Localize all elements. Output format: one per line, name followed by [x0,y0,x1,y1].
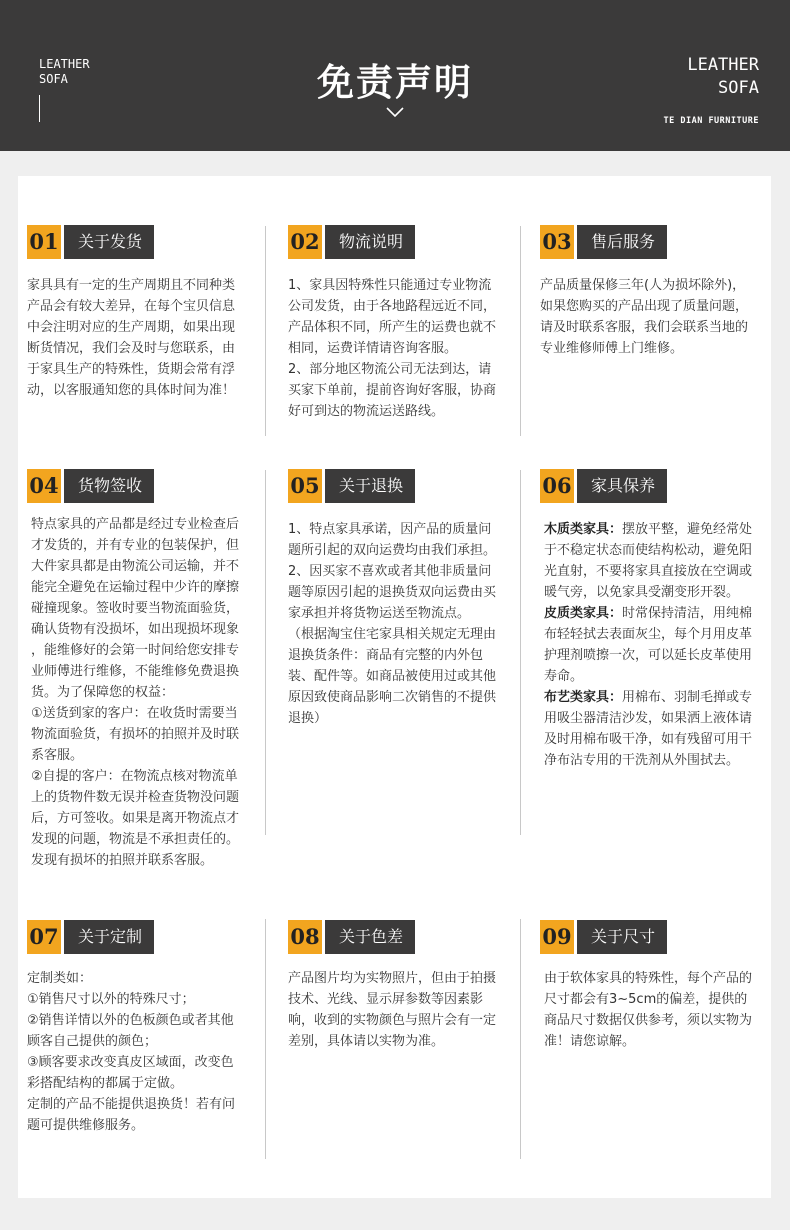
text-line: 中会注明对应的生产周期，如果出现 [27,320,236,335]
text-line: 退换货条件：商品有完整的内外包 [288,648,484,663]
section-body [544,519,752,771]
section-badge [27,469,154,503]
text-line: 专业维修师傅上门维修。 [540,341,684,356]
text-line: 光直射，不要将家具直接放在空调或 [544,564,753,579]
text-line: 大件家具都是由物流公司运输，并不 [31,559,240,574]
text-line: 暖气旁，以免家具受潮变形开裂。 [544,585,740,600]
text-line: 定制类如： [27,971,93,986]
text-line: 买家下单前，提前咨询好客服，协商 [288,383,497,398]
section-number: 09 [540,920,574,954]
section-title: 货物签收 [64,469,154,503]
text-line: ①销售尺寸以外的特殊尺寸； [27,992,195,1007]
brand-right-line1: LEATHER [687,55,759,75]
text-line: 退换） [288,711,328,726]
section-title: 关于退换 [325,469,415,503]
section-body [288,275,496,422]
text-line: 业师傅进行维修，不能维修免费退换 [31,664,240,679]
section-badge [27,920,154,954]
brand-left-line2: SOFA [39,72,68,86]
text-line: 上的货物件数无误并检查货物没问题 [31,790,240,805]
text-line: 定制的产品不能提供退换货！若有问 [27,1097,236,1112]
brand-left-line1: LEATHER [39,57,90,71]
text-line: 技术、光线、显示屏参数等因素影 [288,992,484,1007]
text-line: 1、特点家具承诺，因产品的质量问 [288,522,492,537]
text-line: 家承担并将货物运送至物流点。 [288,606,471,621]
text-line: 时常保持清洁，用纯棉 [622,606,753,621]
text-line: 断货情况，我们会及时与您联系，由 [27,341,236,356]
text-line: 题所引起的双向运费均由我们承担。 [288,543,497,558]
column-divider [265,470,266,835]
text-line: 净布沾专用的干洗剂从外围拭去。 [544,753,740,768]
text-line: ③顾客要求改变真皮区域面，改变色 [27,1055,234,1070]
section-badge [288,225,415,259]
text-line: 摆放平整，避免经常处 [622,522,753,537]
text-line: 公司发货，由于各地路程远近不同， [288,299,497,314]
brand-right [687,54,759,100]
text-line: 1、家具因特殊性只能通过专业物流 [288,278,492,293]
text-line: 于不稳定状态而使结构松动，避免阳 [544,543,753,558]
text-line: 产品图片均为实物照片，但由于拍摄 [288,971,497,986]
section-number: 04 [27,469,61,503]
section-title: 关于色差 [325,920,415,954]
section-body [540,275,748,359]
section-badge [288,469,415,503]
text-line: 产品会有较大差异，在每个宝贝信息 [27,299,236,314]
section-title: 关于发货 [64,225,154,259]
care-item-wood [544,519,752,540]
page-title: 免责声明 [317,61,473,104]
text-line: 装、配件等。如商品被使用过或其他 [288,669,497,684]
section-body [288,968,496,1052]
section-number: 06 [540,469,574,503]
text-line: 差别，具体请以实物为准。 [288,1034,445,1049]
section-title: 关于尺寸 [577,920,667,954]
care-item-heading: 皮质类家具： [544,606,623,621]
chevron-down-icon [385,106,405,118]
section-number: 05 [288,469,322,503]
section-body [27,968,235,1136]
section-number: 02 [288,225,322,259]
text-line: 彩搭配结构的都属于定做。 [27,1076,184,1091]
text-line: 碰撞现象。签收时要当物流面验货， [31,601,240,616]
text-line: 如果您购买的产品出现了质量问题， [540,299,749,314]
care-item-heading: 布艺类家具： [544,690,623,705]
text-line: 发现的问题，物流是不承担责任的。 [31,832,240,847]
care-item-fabric [544,687,752,708]
section-body [27,275,235,401]
text-line: 题等原因引起的退换货双向运费由买 [288,585,497,600]
text-line: 由于软体家具的特殊性，每个产品的 [544,971,753,986]
text-line: 2、因买家不喜欢或者其他非质量问 [288,564,492,579]
text-line: 能完全避免在运输过程中少许的摩擦 [31,580,240,595]
text-line: 用棉布、羽制毛掸或专 [622,690,753,705]
text-line: 题可提供维修服务。 [27,1118,145,1133]
header-banner [0,0,790,151]
section-badge [540,469,667,503]
text-line: 请及时联系客服，我们会联系当地的 [540,320,749,335]
section-number: 07 [27,920,61,954]
text-line: 相同，运费详情请咨询客服。 [288,341,458,356]
text-line: 准！请您谅解。 [544,1034,636,1049]
text-line: 好可到达的物流运送路线。 [288,404,445,419]
text-line: ②自提的客户：在物流点核对物流单 [31,769,238,784]
text-line: 才发货的，并有专业的包装保护，但 [31,538,240,553]
text-line: 特点家具的产品都是经过专业检查后 [31,517,240,532]
text-line: 护理剂喷擦一次，可以延长皮革使用 [544,648,753,663]
section-title: 售后服务 [577,225,667,259]
text-line: （根据淘宝住宅家具相关规定无理由 [288,627,497,642]
text-line: 动，以客服通知您的具体时间为准！ [27,383,236,398]
text-line: 尺寸都会有3~5cm的偏差，提供的 [544,992,748,1007]
text-line: ，能维修好的会第一时间给您安排专 [31,643,240,658]
text-line: 2、部分地区物流公司无法到达，请 [288,362,492,377]
text-line: ②销售详情以外的色板颜色或者其他 [27,1013,234,1028]
text-line: 货。为了保障您的权益： [31,685,175,700]
text-line: 确认货物有没损坏，如出现损坏现象 [31,622,240,637]
text-line: 物流面验货，有损坏的拍照并及时联 [31,727,240,742]
column-divider [520,470,521,835]
text-line: 系客服。 [31,748,84,763]
text-line: 发现有损坏的拍照并联系客服。 [31,853,214,868]
column-divider [265,919,266,1159]
text-line: 布轻轻拭去表面灰尘，每个月用皮革 [544,627,753,642]
section-title: 家具保养 [577,469,667,503]
section-number: 03 [540,225,574,259]
section-body [31,514,239,871]
column-divider [265,226,266,436]
section-badge [288,920,415,954]
text-line: 家具具有一定的生产周期且不同种类 [27,278,236,293]
text-line: 寿命。 [544,669,584,684]
section-badge [540,225,667,259]
section-badge [27,225,154,259]
section-title: 关于定制 [64,920,154,954]
text-line: 响，收到的实物颜色与照片会有一定 [288,1013,497,1028]
text-line: ①送货到家的客户：在收货时需要当 [31,706,238,721]
text-line: 及时用棉布吸干净，如有残留可用干 [544,732,753,747]
column-divider [520,919,521,1159]
text-line: 于家具生产的特殊性，货期会常有浮 [27,362,236,377]
brand-subtitle: TE DIAN FURNITURE [663,116,759,126]
column-divider [520,226,521,436]
care-item-leather [544,603,752,624]
section-body [544,968,752,1052]
section-body [288,519,496,729]
text-line: 后，方可签收。如果是离开物流点才 [31,811,240,826]
text-line: 顾客自己提供的颜色； [27,1034,158,1049]
text-line: 用吸尘器清洁沙发，如果洒上液体请 [544,711,753,726]
text-line: 商品尺寸数据仅供参考，须以实物为 [544,1013,753,1028]
brand-right-line2: SOFA [718,78,759,98]
text-line: 产品体积不同，所产生的运费也就不 [288,320,497,335]
section-number: 01 [27,225,61,259]
text-line: 产品质量保修三年(人为损坏除外)， [540,278,746,293]
section-title: 物流说明 [325,225,415,259]
section-number: 08 [288,920,322,954]
section-badge [540,920,667,954]
text-line: 原因致使商品影响二次销售的不提供 [288,690,497,705]
care-item-heading: 木质类家具： [544,522,623,537]
